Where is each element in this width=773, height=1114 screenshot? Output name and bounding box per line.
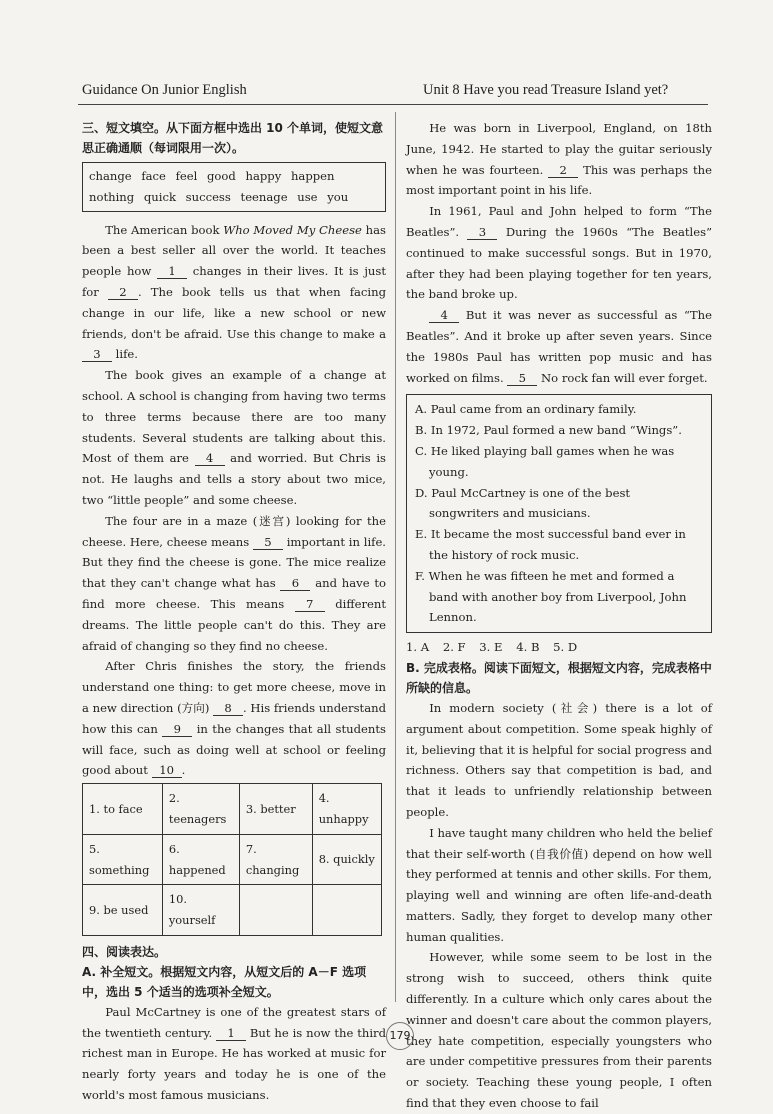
option-c: C. He liked playing ball games when he was young.: [415, 443, 675, 479]
passage-b-paragraph-2: I have taught many children who held the belief that their self-worth (自我价值) depend on how well they performed at tennis and other skills. For them, playing well and winning are often life-and-death matters. Sadly, they forget to develop many other human qualities.: [406, 825, 712, 944]
answer-cell: 9. be used: [83, 885, 163, 936]
blank-3: 3: [82, 347, 112, 362]
word: nothing: [89, 189, 135, 204]
blank-7: 7: [295, 597, 325, 612]
answer: 3. E: [479, 640, 503, 655]
answer: 1. A: [406, 640, 430, 655]
blank-r2: 2: [548, 163, 578, 178]
answer-cell: 7. changing: [239, 834, 312, 885]
blank-r3: 3: [467, 225, 497, 240]
header-rule: [78, 104, 708, 105]
options-box: [406, 394, 712, 633]
option-b: B. In 1972, Paul formed a new band “Wings”.: [415, 423, 682, 438]
answer-cell: [312, 885, 381, 936]
answer-cell: 2. teenagers: [162, 784, 239, 835]
reading-paragraph-2: He was born in Liverpool, England, on 18th June, 1942. He started to play the guitar seriously when he was fourteen. 2 This was perhaps the most important point in his life.: [406, 121, 712, 198]
blank-5: 5: [253, 535, 283, 550]
blank-4: 4: [195, 451, 225, 466]
word: face: [141, 169, 166, 183]
page-number: 179: [386, 1022, 414, 1050]
right-column: [406, 118, 712, 1114]
answer-cell: 6. happened: [162, 834, 239, 885]
word: success: [185, 189, 231, 204]
passage-b-paragraph-3: However, while some seem to be lost in the strong wish to succeed, others think quite differently. In a culture which only cares about the winner and doesn't care about the common players, they hate competition, especially youngsters who are under competitive pressures from their parents or society. Teaching these young people, I often find that they even choose to fail: [406, 950, 712, 1111]
answer: 5. D: [553, 640, 578, 655]
answer-key: [406, 637, 712, 658]
option-d: D. Paul McCartney is one of the best songwriters and musicians.: [415, 485, 631, 521]
book-title: Who Moved My Cheese: [223, 222, 362, 237]
column-divider: [395, 112, 396, 1002]
section4-title: 四、阅读表达。: [82, 944, 167, 959]
reading-paragraph-1: Paul McCartney is one of the greatest stars of the twentieth century. 1 But he is now the third richest man in Europe. He has worked at music for nearly forty years and today he is one of the world's most famous musicians.: [82, 1004, 386, 1103]
option-e: E. It became the most successful band ever in the history of rock music.: [415, 527, 686, 562]
section4-part-a-title: A. 补全短文。根据短文内容，从短文后的 A－F 选项中，选出 5 个适当的选项补全短文。: [82, 964, 367, 999]
cloze-paragraph-3: The four are in a maze (迷宫) looking for the cheese. Here, cheese means 5 important in life. But they find the cheese is gone. The mice realize that they can't change what has 6 and have to find more cheese. This means 7 different dreams. The little people can't do this. They are afraid of changing so they find no cheese.: [82, 513, 386, 653]
answer-cell: 8. quickly: [312, 834, 381, 885]
word: you: [327, 189, 349, 204]
section3-title: 三、短文填空。从下面方框中选出 10 个单词，使短文意思正确通顺（每词限用一次）。: [82, 121, 384, 155]
word: teenage: [240, 189, 288, 204]
answer-cell: 10. yourself: [162, 885, 239, 936]
answer: 4. B: [516, 640, 540, 655]
blank-1: 1: [157, 264, 187, 279]
answer-cell: [239, 885, 312, 936]
reading-paragraph-4: 4 But it was never as successful as “The Beatles”. And it broke up after seven years. Since the 1980s Paul has written pop music and has worked on films. 5 No rock fan will ever forget.: [406, 308, 712, 385]
word: feel: [175, 169, 198, 183]
word-box: [82, 162, 386, 212]
answer-cell: 3. better: [239, 784, 312, 835]
answer-cell: 4. unhappy: [312, 784, 381, 835]
option-a: A. Paul came from an ordinary family.: [415, 402, 637, 417]
answer: 2. F: [442, 640, 466, 655]
word: happen: [290, 169, 335, 183]
word: good: [206, 169, 236, 183]
passage-b-paragraph-1: In modern society (社会) there is a lot of argument about competition. Some speak highly of it, believing that it is helpful for social progress and richness. Others say that competition is bad, and that it leads to unfriendly relationship between people.: [406, 700, 712, 819]
blank-8: 8: [213, 701, 243, 716]
cloze-answer-table: [82, 783, 382, 936]
word: change: [89, 169, 132, 183]
cloze-paragraph-4: After Chris finishes the story, the friends understand one thing: to get more cheese, move in a new direction (方向) 8 . His friends understand how this can 9 in the changes that all students will face, such as doing well at school or feeling good about 10 .: [82, 659, 386, 778]
word: happy: [245, 169, 282, 183]
blank-10: 10: [152, 763, 182, 778]
blank-6: 6: [280, 576, 310, 591]
blank-9: 9: [162, 722, 192, 737]
left-column: [82, 118, 386, 1106]
running-header-left: Guidance On Junior English: [82, 82, 247, 98]
cloze-paragraph-2: The book gives an example of a change at school. A school is changing from having two terms to three terms because there are too many students. Several students are talking about this. Most of them are 4 and worried. But Chris is not. He laughs and tells a story about two mice, two “little people” and some cheese.: [82, 368, 386, 507]
word: use: [297, 189, 318, 204]
blank-r1: 1: [216, 1026, 246, 1041]
reading-paragraph-3: In 1961, Paul and John helped to form “The Beatles”. 3 During the 1960s “The Beatles” continued to make successful songs. But in 1970, after they had been playing together for ten years, the band broke up.: [406, 204, 712, 302]
running-header-right: Unit 8 Have you read Treasure Island yet?: [423, 82, 669, 98]
answer-cell: 5. something: [83, 834, 163, 885]
option-f: F. When he was fifteen he met and formed a band with another boy from Liverpool, John Lennon.: [415, 568, 687, 625]
cloze-paragraph-1: The American book Who Moved My Cheese has been a best seller all over the world. It teaches people how 1 changes in their lives. It is just for 2 . The book tells us that when facing change in our life, like a new school or new friends, don't be afraid. Use this change to make a 3 life.: [82, 222, 387, 362]
word: quick: [143, 189, 176, 204]
blank-2: 2: [108, 285, 138, 300]
answer-cell: 1. to face: [83, 784, 163, 835]
blank-r5: 5: [507, 371, 537, 386]
blank-r4: 4: [429, 308, 459, 323]
section4-part-b-title: B. 完成表格。阅读下面短文，根据短文内容，完成表格中所缺的信息。: [406, 660, 712, 695]
